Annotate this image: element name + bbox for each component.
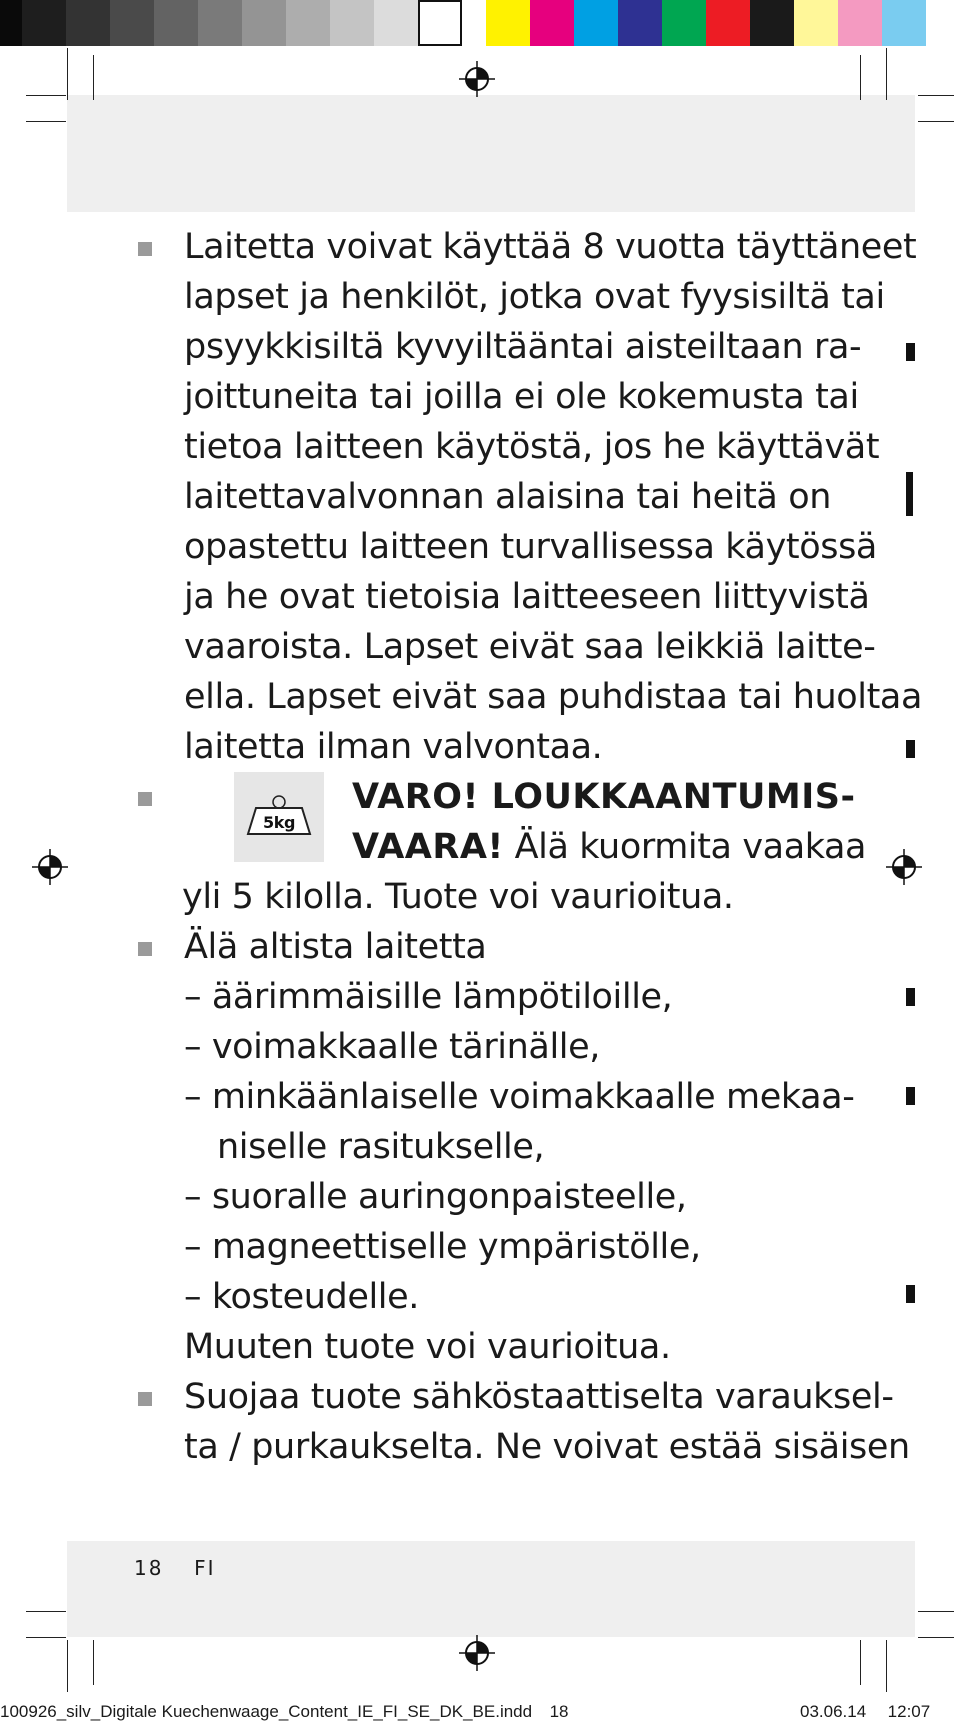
warning-block (184, 772, 867, 872)
text-line: ta / purkaukselta. Ne voivat estää sisäisen (184, 1427, 910, 1467)
gray-swatch (22, 0, 66, 46)
gray-swatch (0, 0, 22, 46)
text-line: psyykkisiltä kyvyiltääntai aisteiltaan ra- (184, 327, 862, 367)
registration-mark-top-icon (458, 60, 496, 98)
warning-heading-cont: VAARA! (352, 827, 504, 867)
header-band (67, 95, 915, 212)
list-item (134, 222, 923, 772)
text-line: Muuten tuote voi vaurioitua. (184, 1327, 671, 1367)
warning-item (134, 772, 867, 922)
crop-mark-bottom-right-h2 (918, 1637, 954, 1638)
crop-mark-top-left-h (26, 121, 66, 122)
page-number: 18 (134, 1556, 164, 1580)
slug-page: 18 (549, 1702, 569, 1721)
registration-mark-right-icon (885, 848, 923, 886)
text-line: tietoa laitteen käytöstä, jos he käyttävät (184, 427, 880, 467)
text-line: Suojaa tuote sähköstaattiselta varauksel- (184, 1377, 894, 1417)
registration-mark-left-icon (31, 848, 69, 886)
crop-mark-top-right-h2 (918, 121, 954, 122)
text-line: laitetta ilman valvontaa. (184, 727, 603, 767)
text-line: yli 5 kilolla. Tuote voi vaurioitua. (182, 877, 734, 917)
text-line: vaaroista. Lapset eivät saa leikkiä laitte- (184, 627, 876, 667)
text-line: Laitetta voivat käyttää 8 vuotta täyttäneet (184, 227, 917, 267)
warning-text (352, 772, 866, 872)
gray-swatch (418, 0, 462, 46)
process-color-swatch (882, 0, 926, 46)
crop-mark-bottom-left-v (67, 1640, 68, 1692)
warning-line (352, 822, 866, 872)
process-color-swatch (794, 0, 838, 46)
gray-swatch (242, 0, 286, 46)
process-color-swatch (838, 0, 882, 46)
process-color-swatch (750, 0, 794, 46)
gray-swatch (286, 0, 330, 46)
bullet-square (138, 792, 152, 806)
page-footer (134, 1556, 216, 1580)
warning-heading: VARO! LOUKKAANTUMIS- (352, 777, 856, 817)
bleed-mark (906, 472, 913, 516)
dash-item: – suoralle auringonpaisteelle, (184, 1177, 687, 1217)
text-line: ja he ovat tietoisia laitteeseen liittyvistä (184, 577, 870, 617)
crop-mark-top-left-v (67, 48, 68, 100)
gray-swatch (154, 0, 198, 46)
registration-mark-bottom-icon (458, 1634, 496, 1672)
bullet-square (138, 942, 152, 956)
process-color-swatch (530, 0, 574, 46)
crop-mark-bottom-right-v2 (886, 1640, 887, 1692)
crop-mark-bottom-left-h (26, 1611, 66, 1612)
slug-filename: 100926_silv_Digitale Kuechenwaage_Content_IE_FI_SE_DK_BE.indd (0, 1702, 533, 1721)
bleed-mark (906, 343, 915, 361)
crop-mark-bottom-right-h (918, 1611, 954, 1612)
text-line: opastettu laitteen turvallisessa käytössä (184, 527, 877, 567)
list-item (134, 922, 855, 1372)
safety-instructions (134, 222, 923, 1472)
dash-item: – äärimmäisille lämpötiloille, (184, 977, 673, 1017)
text-line: Älä altista laitetta (184, 927, 487, 967)
dash-item: – kosteudelle. (184, 1277, 419, 1317)
bleed-mark (906, 1087, 915, 1105)
crop-mark-top-right-h (918, 95, 954, 96)
bleed-mark (906, 740, 915, 758)
slug-datetime (800, 1702, 930, 1722)
gray-swatch (198, 0, 242, 46)
slug-time: 12:07 (887, 1702, 931, 1721)
dash-item: – voimakkaalle tärinälle, (184, 1027, 600, 1067)
text-line: joittuneita tai joilla ei ole kokemusta tai (184, 377, 859, 417)
text-line: lapset ja henkilöt, jotka ovat fyysisiltä tai (184, 277, 885, 317)
crop-mark-top-left-h2 (26, 95, 66, 96)
crop-mark-top-right-v (860, 55, 861, 100)
text-line: laitettavalvonnan alaisina tai heitä on (184, 477, 831, 517)
weight-warning-icon (234, 772, 324, 862)
process-color-swatch (618, 0, 662, 46)
crop-mark-bottom-left-v2 (93, 1640, 94, 1685)
gray-swatch (330, 0, 374, 46)
process-color-swatch (662, 0, 706, 46)
dash-item: – minkäänlaiselle voimakkaalle mekaa- (184, 1077, 855, 1117)
weight-label: 5kg (262, 813, 296, 832)
bullet-square (138, 242, 152, 256)
gray-swatch (66, 0, 110, 46)
bleed-mark (906, 988, 915, 1006)
bleed-mark (906, 1285, 915, 1303)
warning-body: Älä kuormita vaakaa (503, 827, 867, 867)
slug-file (0, 1702, 568, 1722)
process-color-swatch (486, 0, 530, 46)
page-language: FI (194, 1556, 216, 1580)
process-color-swatch (706, 0, 750, 46)
gray-swatch (374, 0, 418, 46)
process-color-swatch (574, 0, 618, 46)
gray-swatch (110, 0, 154, 46)
crop-mark-top-left-v2 (93, 55, 94, 100)
slug-date: 03.06.14 (800, 1702, 867, 1721)
bullet-square (138, 1392, 152, 1406)
crop-mark-bottom-right-v (860, 1640, 861, 1685)
text-line: ella. Lapset eivät saa puhdistaa tai huoltaa (184, 677, 923, 717)
crop-mark-bottom-left-h2 (26, 1637, 66, 1638)
color-calibration-bar (0, 0, 954, 46)
crop-mark-top-right-v2 (886, 48, 887, 100)
list-item (134, 1372, 910, 1472)
dash-item: – magneettiselle ympäristölle, (184, 1227, 701, 1267)
dash-item-continuation: niselle rasitukselle, (217, 1127, 545, 1167)
